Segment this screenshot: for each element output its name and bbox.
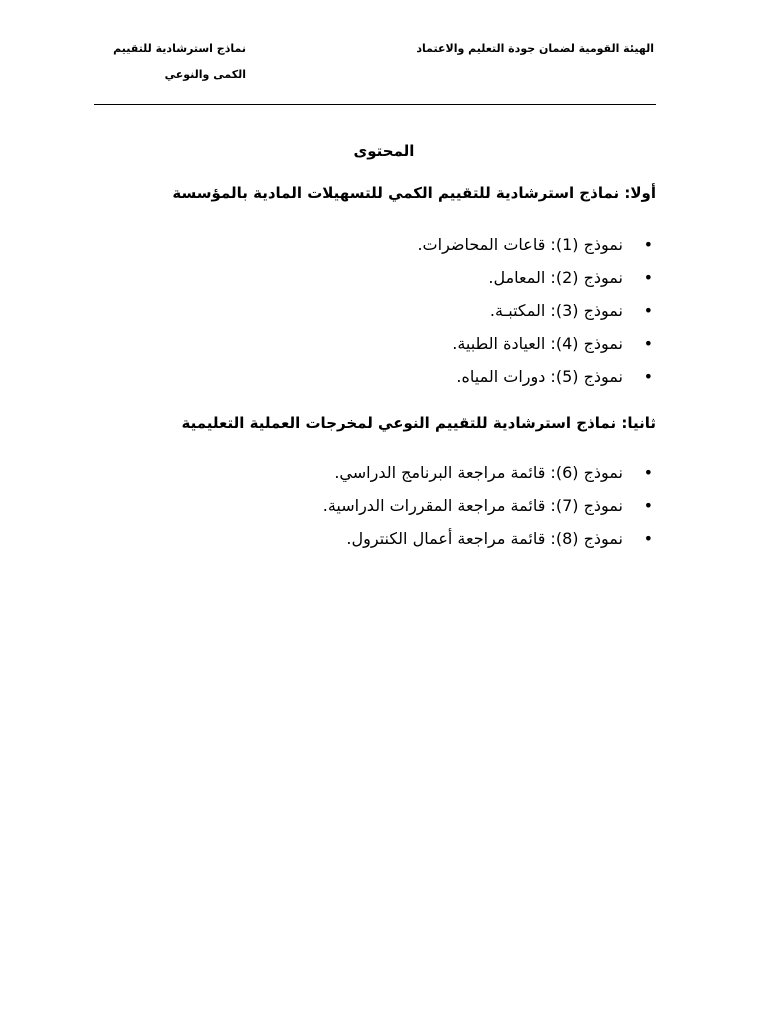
list-item xyxy=(323,462,653,495)
page-title: المحتوى xyxy=(353,142,415,160)
list-item xyxy=(417,234,653,267)
list-item-text: نموذج (1): قاعات المحاضرات. xyxy=(417,235,623,254)
bullet-icon: • xyxy=(643,268,653,287)
list-item-text: نموذج (4): العيادة الطبية. xyxy=(452,334,623,353)
list-item xyxy=(417,300,653,333)
list-item-text: نموذج (6): قائمة مراجعة البرنامج الدراسي. xyxy=(334,463,623,482)
header-divider xyxy=(94,104,656,105)
section-2-list xyxy=(323,462,653,561)
bullet-icon: • xyxy=(643,496,653,515)
section-2-heading: ثانيا: نماذج استرشادية للتقييم النوعي لمخرجات العملية التعليمية xyxy=(181,414,656,432)
list-item-text: نموذج (8): قائمة مراجعة أعمال الكنترول. xyxy=(346,529,623,548)
section-1-list xyxy=(417,234,653,399)
list-item xyxy=(417,267,653,300)
list-item-text: نموذج (7): قائمة مراجعة المقررات الدراسية. xyxy=(322,496,623,515)
header-document-title: نماذج استرشادية للتقييم الكمى والنوعي xyxy=(113,42,246,81)
list-item xyxy=(417,333,653,366)
section-1-heading: أولا: نماذج استرشادية للتقييم الكمي للتسهيلات المادية بالمؤسسة xyxy=(172,184,656,202)
list-item-text: نموذج (2): المعامل. xyxy=(488,268,623,287)
list-item-text: نموذج (5): دورات المياه. xyxy=(456,367,623,386)
bullet-icon: • xyxy=(643,367,653,386)
bullet-icon: • xyxy=(643,235,653,254)
list-item-text: نموذج (3): المكتبـة. xyxy=(489,301,623,320)
bullet-icon: • xyxy=(643,334,653,353)
list-item xyxy=(323,495,653,528)
bullet-icon: • xyxy=(643,529,653,548)
bullet-icon: • xyxy=(643,301,653,320)
list-item xyxy=(417,366,653,399)
header-organization: الهيئة القومية لضمان جودة التعليم والاعتماد xyxy=(416,42,654,55)
list-item xyxy=(323,528,653,561)
bullet-icon: • xyxy=(643,463,653,482)
